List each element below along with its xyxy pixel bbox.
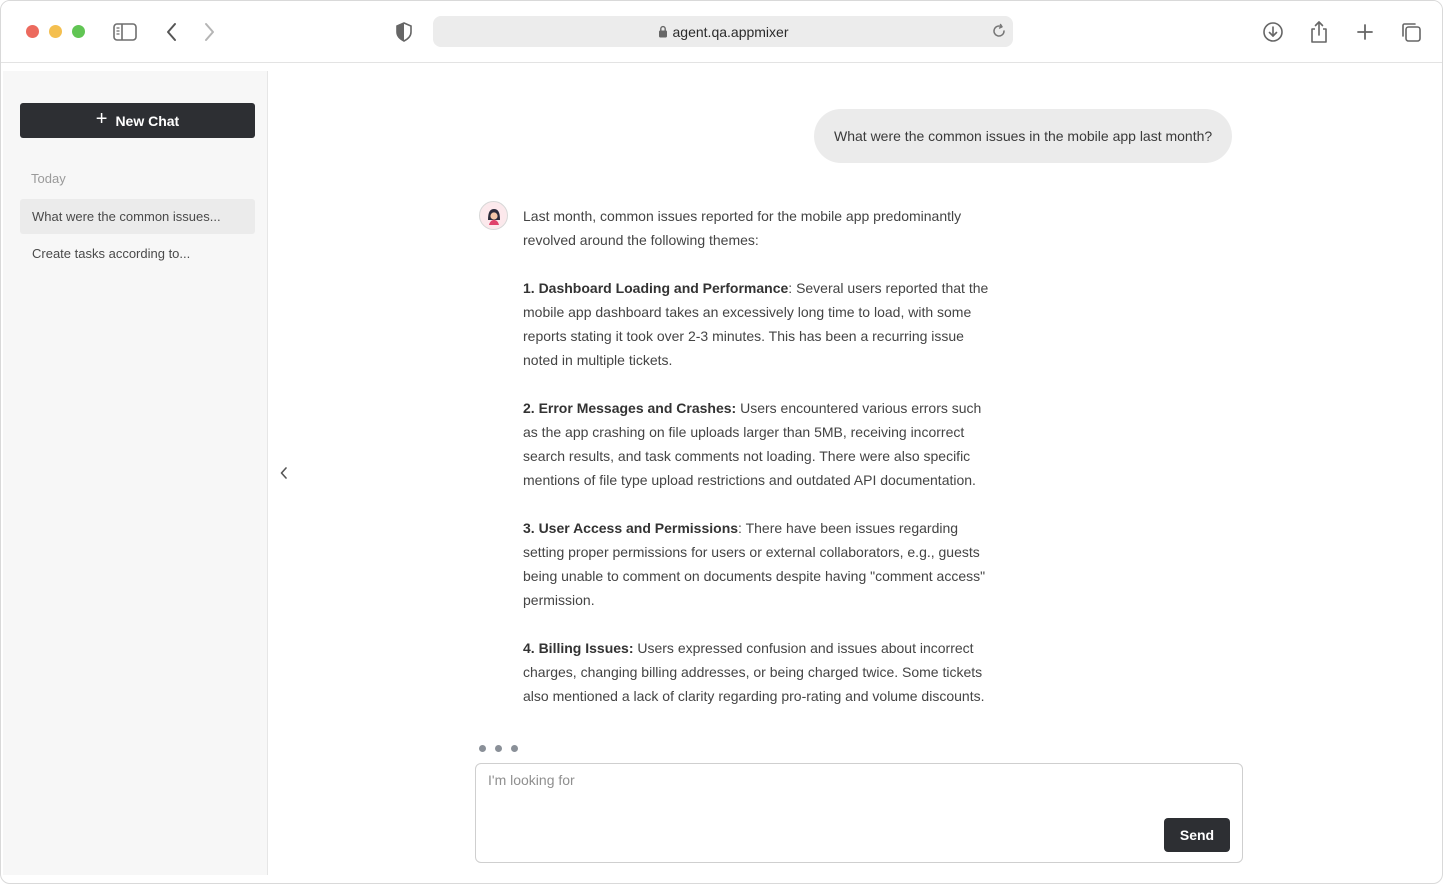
message-composer xyxy=(475,763,1243,863)
user-message: What were the common issues in the mobile app last month? xyxy=(814,109,1232,163)
collapse-sidebar-button[interactable] xyxy=(277,464,291,482)
plus-icon: + xyxy=(95,108,108,130)
answer-item: 1. Dashboard Loading and Performance: Several users reported that the mobile app dashboard takes an excessively long time to load, with some reports stating it took over 2-3 minutes. This has been a recurring issue noted in multiple tickets. xyxy=(523,280,989,368)
tabs-overview-icon[interactable] xyxy=(1398,19,1424,45)
typing-indicator xyxy=(479,745,518,752)
share-icon[interactable] xyxy=(1306,19,1332,45)
sidebar-icon[interactable] xyxy=(112,19,138,45)
typing-dot xyxy=(495,745,502,752)
history-section-label: Today xyxy=(31,171,66,186)
history-item[interactable]: What were the common issues... xyxy=(20,199,255,234)
zoom-window-button[interactable] xyxy=(72,25,85,38)
message-input[interactable] xyxy=(488,772,1148,822)
new-chat-button[interactable] xyxy=(20,103,255,138)
browser-toolbar xyxy=(1,1,1442,63)
chat-sidebar xyxy=(3,71,268,875)
chevron-right-icon[interactable] xyxy=(196,19,222,45)
answer-item xyxy=(523,636,993,708)
reload-icon[interactable] xyxy=(991,23,1007,44)
download-icon[interactable] xyxy=(1260,19,1286,45)
answer-item-heading: 1. Dashboard Loading and Performance xyxy=(523,280,789,296)
lock-icon xyxy=(658,25,668,41)
answer-intro: Last month, common issues reported for the mobile app predominantly revolved around the following themes: xyxy=(523,208,962,248)
answer-item-text: Users expressed confusion and issues about incorrect charges, changing billing addresses, or being charged twice. Some tickets also mentioned a lack of clarity regarding pro-rating and volume discounts. xyxy=(523,640,985,704)
answer-item: 3. User Access and Permissions: There have been issues regarding setting proper permissions for users or external collaborators, e.g., guests being unable to comment on documents despite having "comment access" permission. xyxy=(523,520,986,608)
assistant-message xyxy=(523,204,993,708)
shield-icon[interactable] xyxy=(391,19,417,45)
chevron-left-icon[interactable] xyxy=(159,19,185,45)
send-button[interactable]: Send xyxy=(1164,818,1230,852)
answer-item-heading: 4. Billing Issues: xyxy=(523,640,634,656)
typing-dot xyxy=(511,745,518,752)
answer-item-heading: 3. User Access and Permissions xyxy=(523,520,739,536)
chevron-left-icon xyxy=(280,467,288,479)
minimize-window-button[interactable] xyxy=(49,25,62,38)
answer-item-text: There have been issues regarding setting proper permissions for users or external collaborators, e.g., guests being unable to comment on documents despite having "comment access" permission. xyxy=(523,520,986,608)
answer-item-heading: 2. Error Messages and Crashes: xyxy=(523,400,737,416)
plus-icon[interactable] xyxy=(1352,19,1378,45)
address-bar[interactable] xyxy=(433,16,1013,47)
url-text: agent.qa.appmixer xyxy=(672,24,789,40)
typing-dot xyxy=(479,745,486,752)
new-chat-label: New Chat xyxy=(115,112,180,129)
close-window-button[interactable] xyxy=(26,25,39,38)
answer-item-text: Several users reported that the mobile app dashboard takes an excessively long time to load, with some reports stating it took over 2-3 minutes. This has been a recurring issue noted in multiple tickets. xyxy=(523,280,989,368)
history-item[interactable]: Create tasks according to... xyxy=(32,246,191,261)
assistant-avatar xyxy=(479,201,508,230)
answer-item xyxy=(523,396,993,492)
answer-item-text: Users encountered various errors such as the app crashing on file uploads larger than 5MB, receiving incorrect search results, and task comments not loading. There were also specific mentions of file type upload restrictions and outdated API documentation. xyxy=(523,400,982,488)
